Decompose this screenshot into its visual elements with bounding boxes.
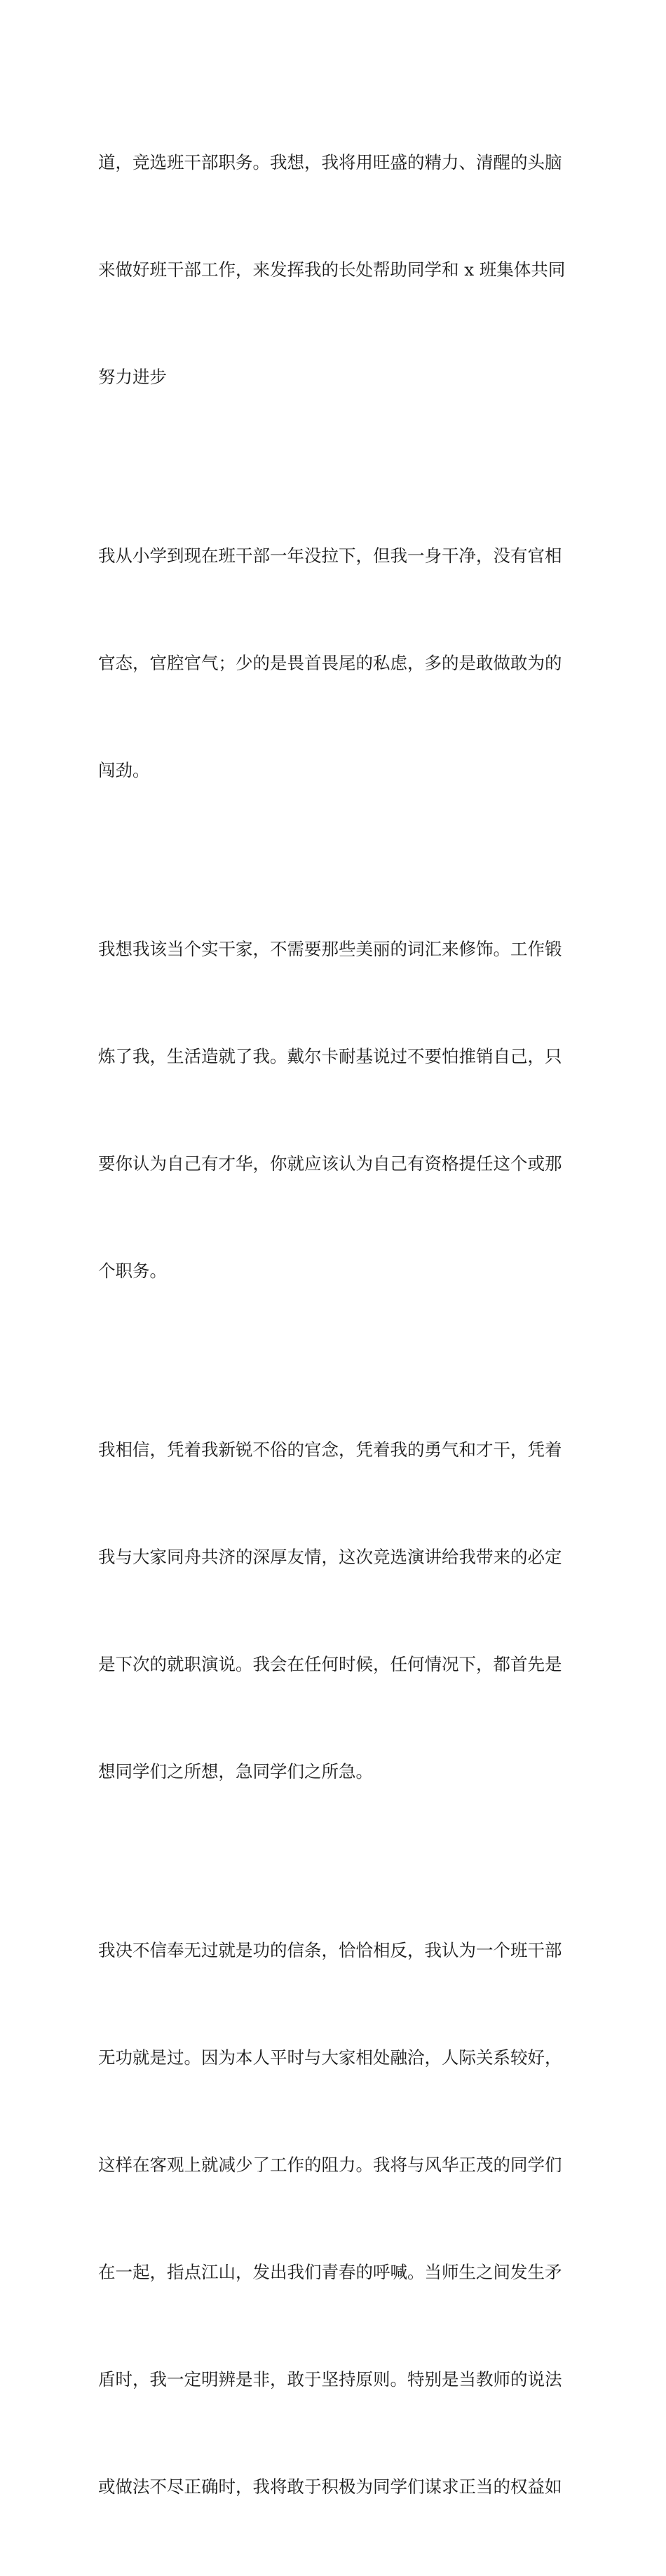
text-line: 我从小学到现在班干部一年没拉下，但我一身干净，没有官相: [98, 545, 562, 566]
text-line: 或做法不尽正确时，我将敢于积极为同学们谋求正当的权益如: [98, 2476, 562, 2497]
paragraph-2: [98, 466, 571, 860]
text-line: 我想我该当个实干家，不需要那些美丽的词汇来修饰。工作锻: [98, 939, 562, 959]
document-body: [98, 73, 571, 2576]
text-line: 个职务。: [98, 1261, 167, 1281]
text-line: 道，竞选班干部职务。我想，我将用旺盛的精力、清醒的头脑: [98, 152, 562, 172]
text-line: 我相信，凭着我新锐不俗的官念，凭着我的勇气和才干，凭着: [98, 1439, 562, 1460]
text-line: 在一起，指点江山，发出我们青春的呼喊。当师生之间发生矛: [98, 2262, 562, 2282]
text-line: 这样在客观上就减少了工作的阻力。我将与风华正茂的同学们: [98, 2155, 562, 2175]
paragraph-5: [98, 1861, 571, 2576]
text-line: 是下次的就职演说。我会在任何时候，任何情况下，都首先是: [98, 1654, 562, 1674]
text-line: 官态，官腔官气；少的是畏首畏尾的私虑，多的是敢做敢为的: [98, 653, 562, 673]
text-line: 闯劲。: [98, 760, 150, 780]
text-line: 来做好班干部工作，来发挥我的长处帮助同学和 x 班集体共同: [98, 259, 566, 280]
text-line: 努力进步: [98, 367, 167, 387]
text-line: 我决不信奉无过就是功的信条，恰恰相反，我认为一个班干部: [98, 1940, 562, 1960]
paragraph-4: [98, 1360, 571, 1861]
text-line: 想同学们之所想，急同学们之所急。: [98, 1761, 373, 1782]
paragraph-3: [98, 860, 571, 1360]
paragraph-1: [98, 73, 571, 466]
text-line: 要你认为自己有才华，你就应该认为自己有资格提任这个或那: [98, 1153, 562, 1174]
text-line: 我与大家同舟共济的深厚友情，这次竞选演讲给我带来的必定: [98, 1547, 562, 1567]
text-line: 盾时，我一定明辨是非，敢于坚持原则。特别是当教师的说法: [98, 2369, 562, 2389]
text-line: 无功就是过。因为本人平时与大家相处融洽，人际关系较好，: [98, 2047, 562, 2068]
text-line: 炼了我，生活造就了我。戴尔卡耐基说过不要怕推销自己，只: [98, 1046, 562, 1066]
